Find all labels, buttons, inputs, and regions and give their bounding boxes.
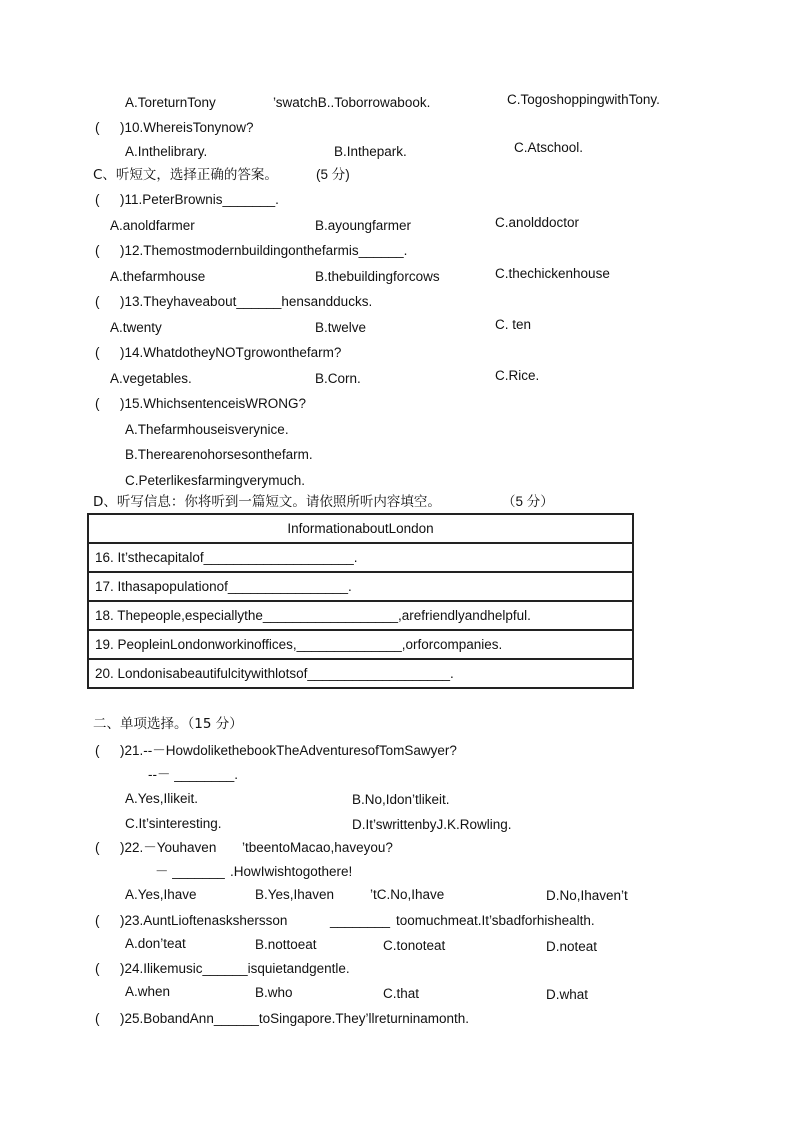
q22-stem: )22.－Youhaven <box>120 840 217 855</box>
q10-paren: ( <box>95 120 100 135</box>
q21-reply: --－ ________. <box>148 767 239 782</box>
q24-option-b: B.who <box>255 985 293 1000</box>
q12-paren: ( <box>95 243 100 258</box>
q15-option-a: A.Thefarmhouseisverynice. <box>125 422 289 437</box>
q14-option-c: C.Rice. <box>495 368 540 383</box>
section-c-heading: C、听短文，选择正确的答案。 <box>93 167 278 183</box>
q21-option-b: B.No,Idon’tlikeit. <box>352 792 450 807</box>
section-d-points: （5 分） <box>502 494 554 509</box>
q23-option-a: A.don’teat <box>125 936 186 951</box>
q23-option-c: C.tonoteat <box>383 938 446 953</box>
q11-option-b: B.ayoungfarmer <box>315 218 412 233</box>
part-two-heading: 二、单项选择。（15 分） <box>93 716 243 732</box>
q21-option-c: C.It’sinteresting. <box>125 816 222 831</box>
q23-stem: )23.AuntLioftenaskshersson <box>120 913 288 928</box>
q12-option-c: C.thechickenhouse <box>495 266 610 281</box>
q14-stem: )14.WhatdotheyNOTgrowonthefarm? <box>120 345 342 360</box>
q21-paren: ( <box>95 743 100 758</box>
q22-paren: ( <box>95 840 100 855</box>
q22-reply-2: .HowIwishtogothere! <box>230 864 353 879</box>
q11-option-a: A.anoldfarmer <box>110 218 195 233</box>
section-d-heading: D、听写信息：你将听到一篇短文。请依照所听内容填空。 <box>93 494 441 510</box>
q23-option-d: D.noteat <box>546 939 598 954</box>
q10-option-a: A.Inthelibrary. <box>125 144 208 159</box>
q23-blank: ________ <box>330 913 391 928</box>
q21-stem: )21.--－HowdolikethebookTheAdventuresofTomSawyer? <box>120 743 457 758</box>
q22-option-a: A.Yes,Ihave <box>125 887 197 902</box>
info-row-20: 20. Londonisabeautifulcitywithlotsof___________________. <box>88 659 633 688</box>
info-row-16: 16. It’sthecapitalof____________________. <box>88 543 633 572</box>
q11-paren: ( <box>95 192 100 207</box>
info-row-17: 17. Ithasapopulationof________________. <box>88 572 633 601</box>
q11-stem: )11.PeterBrownis_______. <box>120 192 279 207</box>
q14-paren: ( <box>95 345 100 360</box>
q23-option-b: B.nottoeat <box>255 937 317 952</box>
q23-stem-2: toomuchmeat.It’sbadforhishealth. <box>396 913 595 928</box>
q12-option-a: A.thefarmhouse <box>110 269 206 284</box>
q24-paren: ( <box>95 961 100 976</box>
q24-stem: )24.Ilikemusic______isquietandgentle. <box>120 961 350 976</box>
q13-paren: ( <box>95 294 100 309</box>
q25-paren: ( <box>95 1011 100 1026</box>
q21-option-a: A.Yes,Ilikeit. <box>125 791 199 806</box>
q9-option-a: A.ToreturnTony <box>125 95 216 110</box>
q12-stem: )12.Themostmodernbuildingonthefarmis______. <box>120 243 408 258</box>
q9-option-c: C.TogoshoppingwithTony. <box>507 92 660 107</box>
q15-stem: )15.WhichsentenceisWRONG? <box>120 396 307 411</box>
q13-option-b: B.twelve <box>315 320 367 335</box>
q22-option-d: D.No,Ihaven’t <box>546 888 628 903</box>
q25-stem: )25.BobandAnn______toSingapore.They’llreturninamonth. <box>120 1011 469 1026</box>
q24-option-d: D.what <box>546 987 589 1002</box>
q10-option-b: B.Inthepark. <box>334 144 407 159</box>
q13-option-a: A.twenty <box>110 320 162 335</box>
q24-option-c: C.that <box>383 986 420 1001</box>
info-table-title: InformationaboutLondon <box>88 514 633 543</box>
q15-paren: ( <box>95 396 100 411</box>
q24-option-a: A.when <box>125 984 171 999</box>
q21-option-d: D.It’swrittenbyJ.K.Rowling. <box>352 817 512 832</box>
q15-option-b: B.Therearenohorsesonthefarm. <box>125 447 313 462</box>
q22-option-b: B.Yes,Ihaven <box>255 887 335 902</box>
q13-option-c: C. ten <box>495 317 532 332</box>
q13-stem: )13.Theyhaveabout______hensandducks. <box>120 294 373 309</box>
london-info-table <box>87 513 634 689</box>
q9-option-a-b: ’swatchB..Toborrowabook. <box>273 95 431 110</box>
q11-option-c: C.anolddoctor <box>495 215 580 230</box>
section-c-points: (5 分) <box>316 167 350 182</box>
q23-paren: ( <box>95 913 100 928</box>
q22-reply: － _______ <box>155 864 225 879</box>
q10-option-c: C.Atschool. <box>514 140 584 155</box>
info-row-19: 19. PeopleinLondonworkinoffices,______________,orforcompanies. <box>88 630 633 659</box>
info-row-18: 18. Thepeople,especiallythe__________________,arefriendlyandhelpful. <box>88 601 633 630</box>
q22-stem-2: ’tbeentoMacao,haveyou? <box>242 840 393 855</box>
q14-option-a: A.vegetables. <box>110 371 192 386</box>
q15-option-c: C.Peterlikesfarmingverymuch. <box>125 473 306 488</box>
q12-option-b: B.thebuildingforcows <box>315 269 440 284</box>
q14-option-b: B.Corn. <box>315 371 361 386</box>
q10-stem: )10.WhereisTonynow? <box>120 120 254 135</box>
q22-option-b-c: ’tC.No,Ihave <box>370 887 445 902</box>
